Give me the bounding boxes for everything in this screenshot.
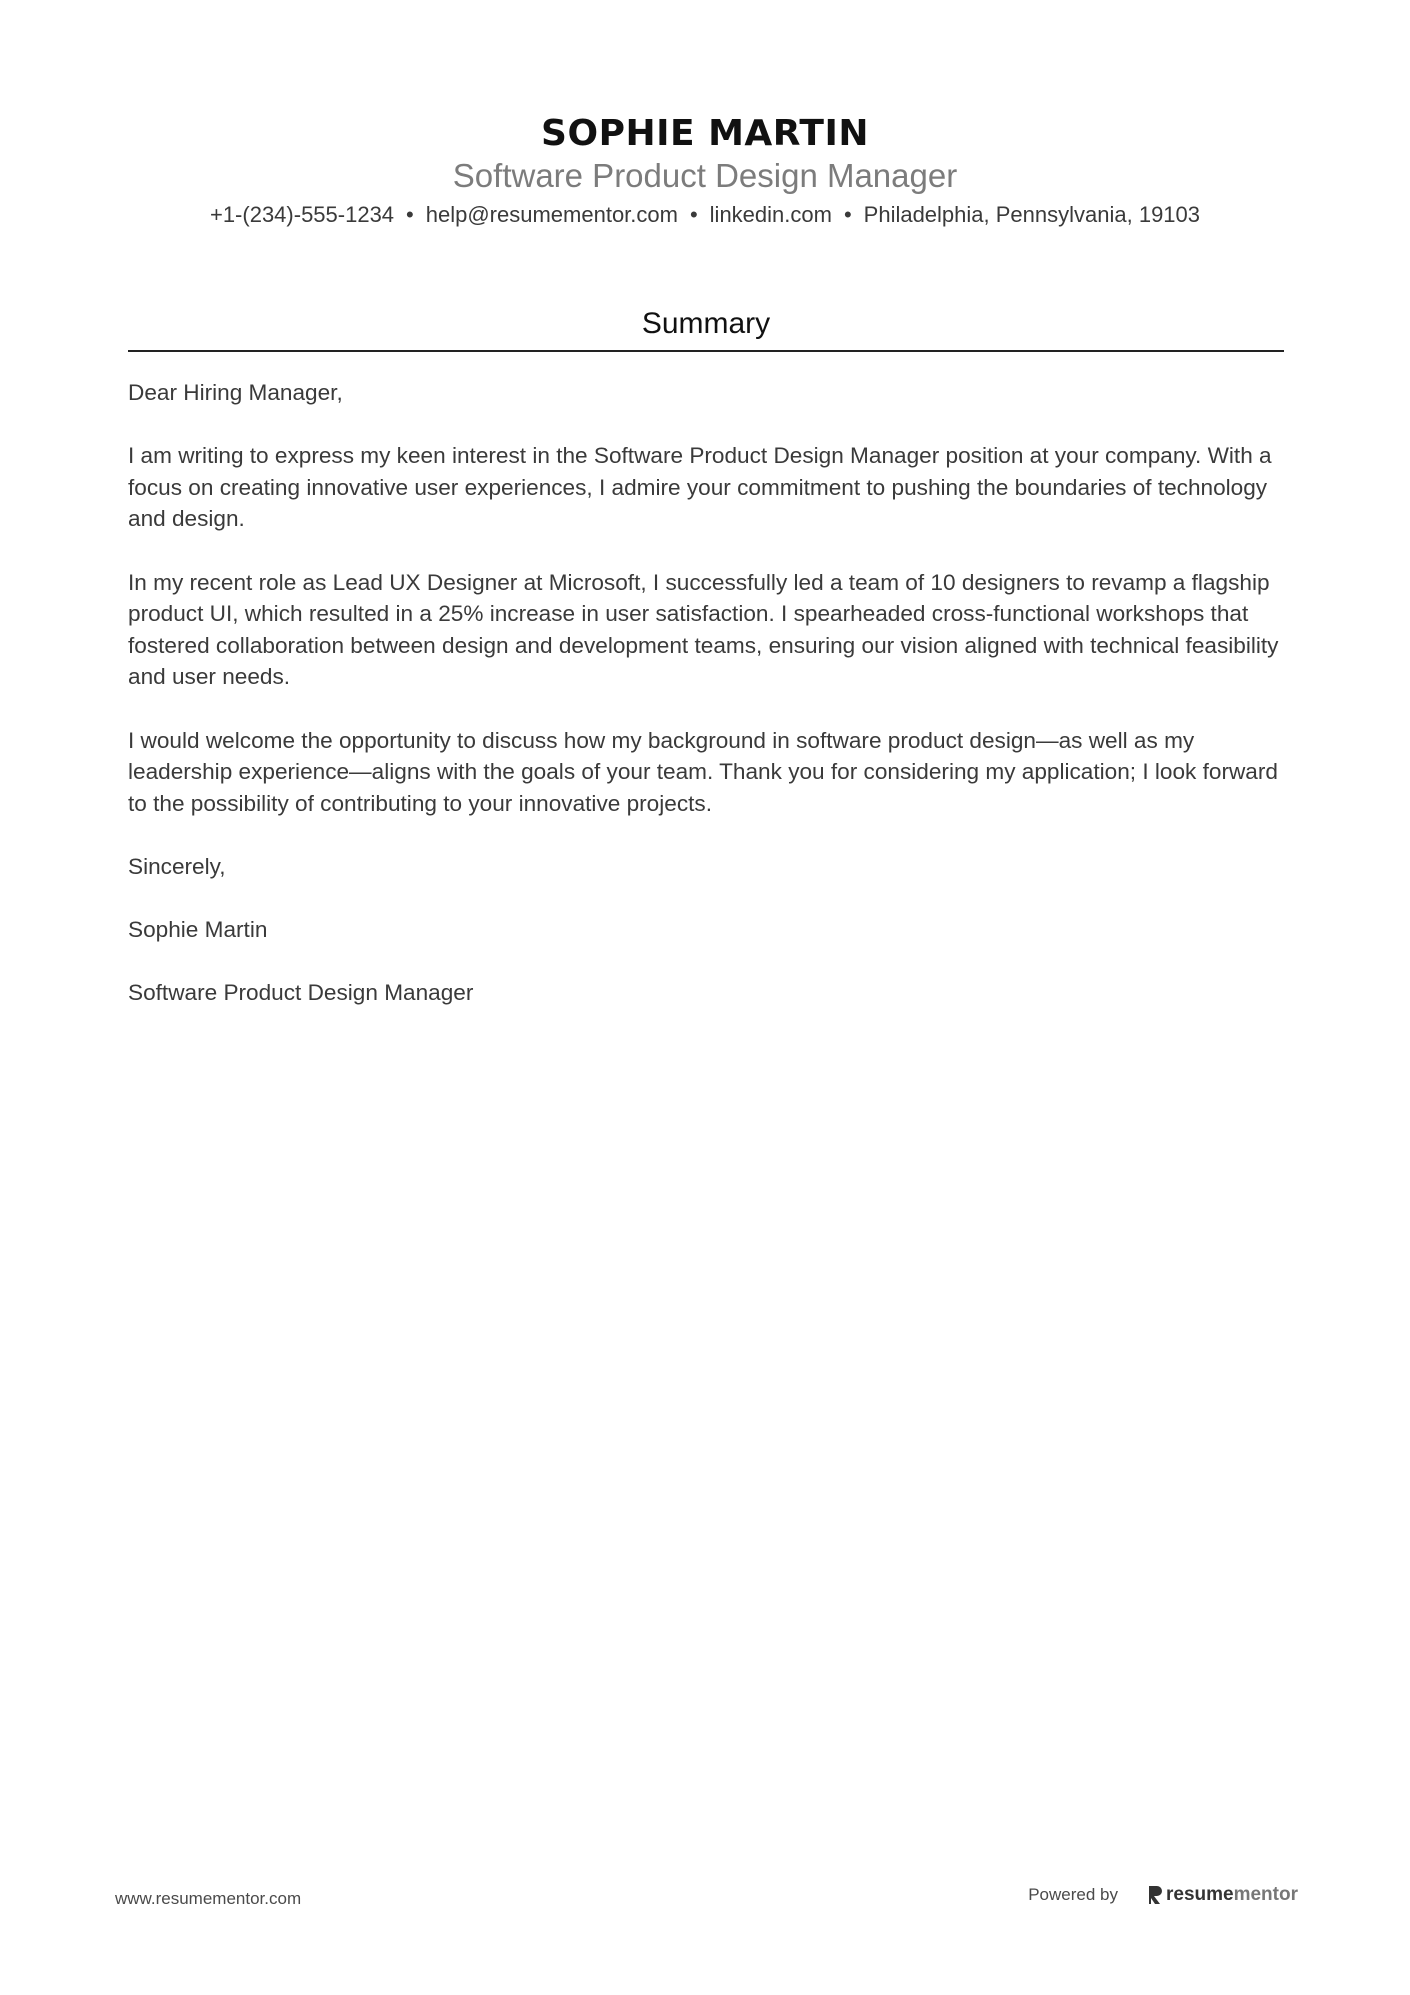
- footer-branding: [1028, 1884, 1298, 1906]
- contact-line: [0, 200, 1410, 230]
- contact-location: Philadelphia, Pennsylvania, 19103: [863, 202, 1201, 227]
- brand-name-part1: resume: [1165, 1884, 1234, 1905]
- contact-separator: •: [406, 202, 414, 227]
- footer-website[interactable]: www.resumementor.com: [115, 1889, 302, 1908]
- header: [0, 112, 1410, 230]
- contact-separator: •: [689, 202, 698, 227]
- letter-paragraph: I am writing to express my keen interest in the Software Product Design Manager position at your company. With a focus on creating innovative user experiences, I admire your commitment to pushing the boundaries of technology and design.: [128, 443, 1272, 532]
- letter-closing: Sincerely,: [128, 853, 226, 879]
- contact-email[interactable]: help@resumementor.com: [425, 202, 678, 227]
- powered-by-label: Powered by: [1028, 1885, 1118, 1904]
- signature-title: Software Product Design Manager: [128, 980, 474, 1006]
- contact-separator: •: [843, 202, 852, 227]
- candidate-name: SOPHIE MARTIN: [541, 113, 869, 154]
- contact-linkedin[interactable]: linkedin.com: [709, 202, 832, 227]
- letter-paragraph: I would welcome the opportunity to discuss how my background in software product design—as well as my leadership experience—aligns with the goals of your team. Thank you for considering my application; I look forward to the possibility of contributing to your innovative projects.: [128, 727, 1278, 816]
- section-divider: [128, 350, 1284, 352]
- candidate-title: Software Product Design Manager: [452, 157, 958, 194]
- section-title: Summary: [641, 307, 771, 340]
- signature-name: Sophie Martin: [128, 917, 268, 943]
- resumementor-logo-icon: [1148, 1885, 1162, 1905]
- letter-greeting: Dear Hiring Manager,: [128, 380, 343, 405]
- brand-logo[interactable]: [1148, 1884, 1298, 1906]
- letter-body: [128, 377, 1288, 1040]
- letter-paragraph: In my recent role as Lead UX Designer at Microsoft, I successfully led a team of 10 designers to revamp a flagship product UI, which resulted in a 25% increase in user satisfaction. I spearheaded cross-functional workshops that fostered collaboration between design and development teams, ensuring our vision aligned with technical feasibility and user needs.: [128, 569, 1279, 690]
- contact-phone: +1-(234)-555-1234: [209, 202, 395, 227]
- brand-name-part2: mentor: [1233, 1884, 1298, 1905]
